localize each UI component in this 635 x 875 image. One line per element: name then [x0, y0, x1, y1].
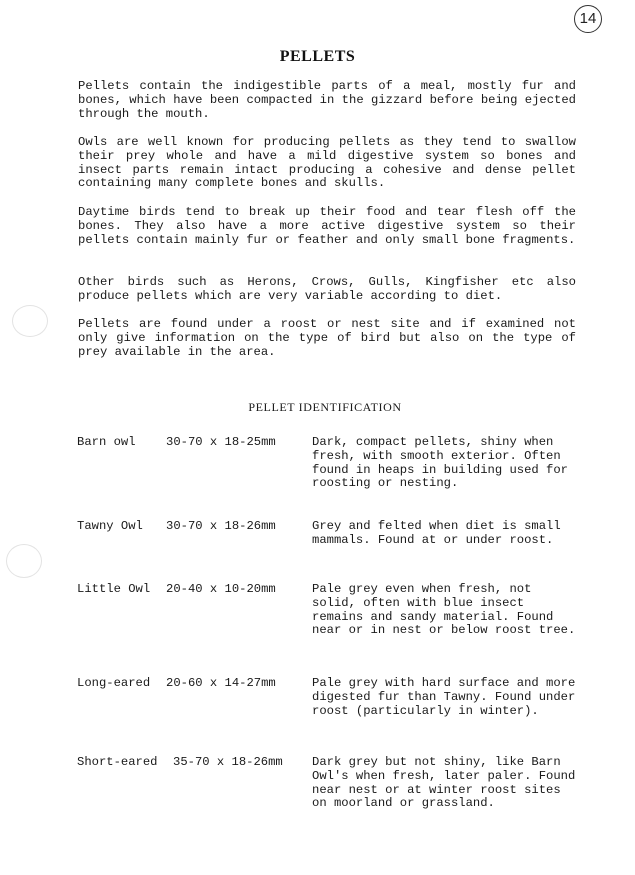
- pellet-description: Pale grey with hard surface and more digested fur than Tawny. Found under roost (particularly in winter).: [312, 676, 576, 718]
- owl-name: Tawny Owl: [77, 519, 143, 533]
- pellet-size: 30-70 x 18-25mm: [166, 435, 276, 449]
- owl-name: Long-eared: [77, 676, 151, 690]
- pellet-description: Grey and felted when diet is small mammals. Found at or under roost.: [312, 519, 561, 547]
- pellet-description: Pale grey even when fresh, not solid, often with blue insect remains and sandy material. Found near or in nest or below roost tree.: [312, 582, 576, 638]
- pellet-description: Dark, compact pellets, shiny when fresh, with smooth exterior. Often found in heaps in building used for roosting or nesting.: [312, 435, 568, 491]
- owl-name: Barn owl: [77, 435, 136, 449]
- paragraph-roost: Pellets are found under a roost or nest site and if examined not only give information on the type of bird but also on the type of prey available in the area.: [78, 317, 576, 359]
- paragraph-intro: Pellets contain the indigestible parts of a meal, mostly fur and bones, which have been compacted in the gizzard before being ejected through the mouth.: [78, 79, 576, 121]
- page-title: PELLETS: [279, 48, 356, 65]
- page-number: 14: [574, 5, 602, 33]
- pellet-size: 35-70 x 18-26mm: [173, 755, 283, 769]
- paragraph-other-birds: Other birds such as Herons, Crows, Gulls, Kingfisher etc also produce pellets which are very variable according to diet.: [78, 275, 576, 303]
- paragraph-daytime-birds: Daytime birds tend to break up their food and tear flesh off the bones. They also have a more active digestive system so their pellets contain mainly fur or feather and only small bone fragments.: [78, 205, 576, 247]
- owl-name: Little Owl: [77, 582, 151, 596]
- paragraph-owls: Owls are well known for producing pellets as they tend to swallow their prey whole and have a mild digestive system so bones and insect parts remain intact producing a cohesive and dense pellet containing many complete bones and skulls.: [78, 135, 576, 191]
- punch-hole-mark: [12, 305, 48, 337]
- pellet-description: Dark grey but not shiny, like Barn Owl's when fresh, later paler. Found near nest or at winter roost sites on moorland or grassland.: [312, 755, 576, 811]
- pellet-size: 20-60 x 14-27mm: [166, 676, 276, 690]
- pellet-size: 20-40 x 10-20mm: [166, 582, 276, 596]
- pellet-size: 30-70 x 18-26mm: [166, 519, 276, 533]
- identification-title: PELLET IDENTIFICATION: [248, 400, 402, 414]
- punch-hole-mark: [6, 544, 42, 578]
- owl-name: Short-eared: [77, 755, 158, 769]
